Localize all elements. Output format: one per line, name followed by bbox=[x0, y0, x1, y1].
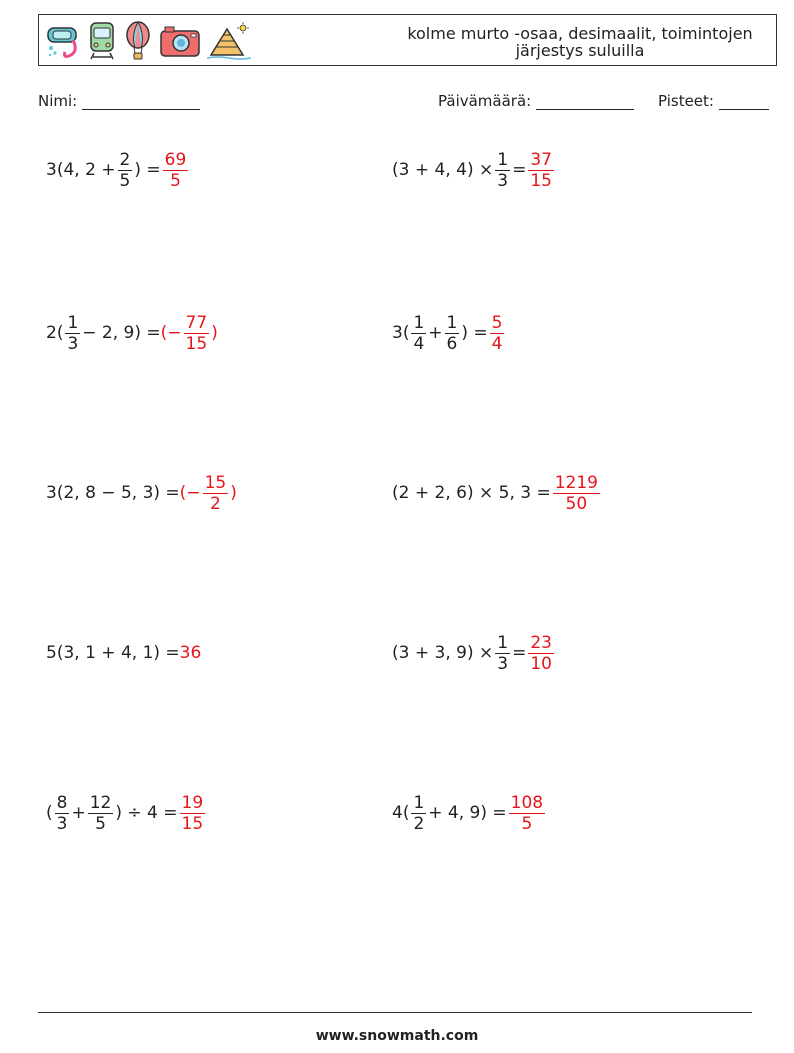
answer-value: 36 bbox=[179, 643, 202, 663]
worksheet-title bbox=[400, 25, 760, 59]
fraction bbox=[118, 150, 133, 191]
expression-text: 5(3, 1 + 4, 1) = bbox=[46, 643, 180, 663]
fraction bbox=[65, 313, 80, 354]
answer-fraction bbox=[490, 313, 505, 354]
expression-text: (3 + 4, 4) × bbox=[392, 160, 494, 180]
snorkel-mask-icon bbox=[45, 22, 81, 60]
expression-text: 3(2, 8 − 5, 3) = bbox=[46, 483, 180, 503]
date-field bbox=[438, 92, 634, 110]
fraction bbox=[495, 633, 510, 674]
date-label: Päivämäärä: bbox=[438, 92, 532, 110]
expression-text: + 4, 9) = bbox=[428, 803, 507, 823]
hot-air-balloon-icon bbox=[123, 21, 153, 61]
problem-10 bbox=[392, 786, 547, 840]
answer-fraction-denominator: 50 bbox=[565, 493, 588, 514]
score-line[interactable] bbox=[719, 93, 769, 110]
answer-fraction bbox=[203, 473, 229, 514]
answer-fraction-numerator: 77 bbox=[185, 312, 208, 333]
answer-fraction-numerator: 1219 bbox=[554, 472, 598, 493]
fraction-numerator: 1 bbox=[67, 312, 79, 333]
train-icon bbox=[87, 21, 117, 61]
answer-fraction bbox=[163, 150, 189, 191]
fraction-denominator: 3 bbox=[56, 813, 68, 834]
answer-fraction-numerator: 37 bbox=[530, 149, 552, 170]
answer-prefix: (− bbox=[160, 323, 182, 343]
answer-fraction-denominator: 15 bbox=[181, 813, 204, 834]
answer-fraction-numerator: 23 bbox=[530, 632, 552, 653]
pyramid-icon bbox=[207, 21, 251, 61]
expression-text: (2 + 2, 6) × 5, 3 = bbox=[392, 483, 551, 503]
expression-text: ) = bbox=[134, 160, 161, 180]
name-label: Nimi: bbox=[38, 92, 78, 110]
expression-text: 3(4, 2 + bbox=[46, 160, 116, 180]
answer-fraction-numerator: 5 bbox=[491, 312, 503, 333]
fraction-numerator: 1 bbox=[497, 632, 509, 653]
expression-text: = bbox=[512, 643, 527, 663]
fraction bbox=[495, 150, 510, 191]
title-line-1: kolme murto -osaa, desimaalit, toimintojen bbox=[407, 24, 753, 43]
expression-text: − 2, 9) = bbox=[82, 323, 161, 343]
fraction-numerator: 1 bbox=[497, 149, 509, 170]
footer-url: www.snowmath.com bbox=[315, 1028, 479, 1044]
answer-prefix: (− bbox=[179, 483, 201, 503]
expression-text: 3( bbox=[392, 323, 410, 343]
answer-fraction bbox=[528, 150, 554, 191]
answer-fraction bbox=[509, 793, 545, 834]
expression-text: ) ÷ 4 = bbox=[115, 803, 178, 823]
expression-text: + bbox=[71, 803, 86, 823]
footer-divider bbox=[38, 1012, 752, 1013]
fraction bbox=[88, 793, 114, 834]
answer-fraction-denominator: 5 bbox=[170, 170, 181, 191]
worksheet-header bbox=[38, 14, 777, 66]
expression-text: ( bbox=[46, 803, 53, 823]
fraction-denominator: 4 bbox=[413, 333, 425, 354]
answer-fraction-denominator: 5 bbox=[521, 813, 533, 834]
fraction bbox=[55, 793, 70, 834]
answer-fraction bbox=[553, 473, 600, 514]
problem-5 bbox=[46, 466, 237, 520]
title-line-2: järjestys suluilla bbox=[515, 41, 645, 60]
problem-1 bbox=[46, 143, 190, 197]
answer-fraction bbox=[180, 793, 206, 834]
name-field bbox=[38, 92, 200, 110]
problem-9 bbox=[46, 786, 207, 840]
fraction-numerator: 2 bbox=[119, 149, 131, 170]
answer-suffix: ) bbox=[230, 483, 237, 503]
answer-fraction-denominator: 2 bbox=[209, 493, 221, 514]
fraction-numerator: 8 bbox=[56, 792, 68, 813]
fraction bbox=[411, 313, 426, 354]
answer-fraction-numerator: 19 bbox=[181, 792, 204, 813]
answer-fraction-numerator: 108 bbox=[510, 792, 544, 813]
fraction-denominator: 3 bbox=[67, 333, 79, 354]
expression-text: 4( bbox=[392, 803, 410, 823]
problem-3 bbox=[46, 306, 218, 360]
answer-fraction-denominator: 4 bbox=[491, 333, 503, 354]
fraction-numerator: 1 bbox=[413, 312, 425, 333]
fraction bbox=[411, 793, 426, 834]
fraction-numerator: 12 bbox=[89, 792, 112, 813]
answer-fraction bbox=[184, 313, 210, 354]
problem-2 bbox=[392, 143, 556, 197]
problem-4 bbox=[392, 306, 506, 360]
answer-fraction-denominator: 15 bbox=[530, 170, 552, 191]
fraction-numerator: 1 bbox=[413, 792, 425, 813]
answer-suffix: ) bbox=[211, 323, 218, 343]
score-field bbox=[658, 92, 769, 110]
fraction bbox=[445, 313, 460, 354]
answer-fraction-numerator: 15 bbox=[204, 472, 227, 493]
fraction-denominator: 5 bbox=[95, 813, 106, 834]
answer-fraction-denominator: 15 bbox=[185, 333, 208, 354]
problem-6 bbox=[392, 466, 602, 520]
problem-7 bbox=[46, 626, 201, 680]
expression-text: 2( bbox=[46, 323, 64, 343]
expression-text: ) = bbox=[461, 323, 488, 343]
fraction-denominator: 5 bbox=[119, 170, 131, 191]
answer-fraction-numerator: 69 bbox=[164, 149, 187, 170]
fraction-denominator: 3 bbox=[497, 653, 509, 674]
answer-fraction-denominator: 10 bbox=[530, 653, 552, 674]
header-icons bbox=[45, 21, 251, 61]
answer-fraction bbox=[528, 633, 554, 674]
date-line[interactable] bbox=[536, 93, 634, 110]
fraction-numerator: 1 bbox=[446, 312, 458, 333]
problem-8 bbox=[392, 626, 556, 680]
expression-text: = bbox=[512, 160, 527, 180]
fraction-denominator: 2 bbox=[413, 813, 425, 834]
camera-icon bbox=[159, 24, 201, 58]
expression-text: + bbox=[428, 323, 443, 343]
expression-text: (3 + 3, 9) × bbox=[392, 643, 494, 663]
fraction-denominator: 3 bbox=[497, 170, 509, 191]
name-line[interactable] bbox=[82, 93, 200, 110]
score-label: Pisteet: bbox=[658, 92, 714, 110]
fraction-denominator: 6 bbox=[446, 333, 458, 354]
